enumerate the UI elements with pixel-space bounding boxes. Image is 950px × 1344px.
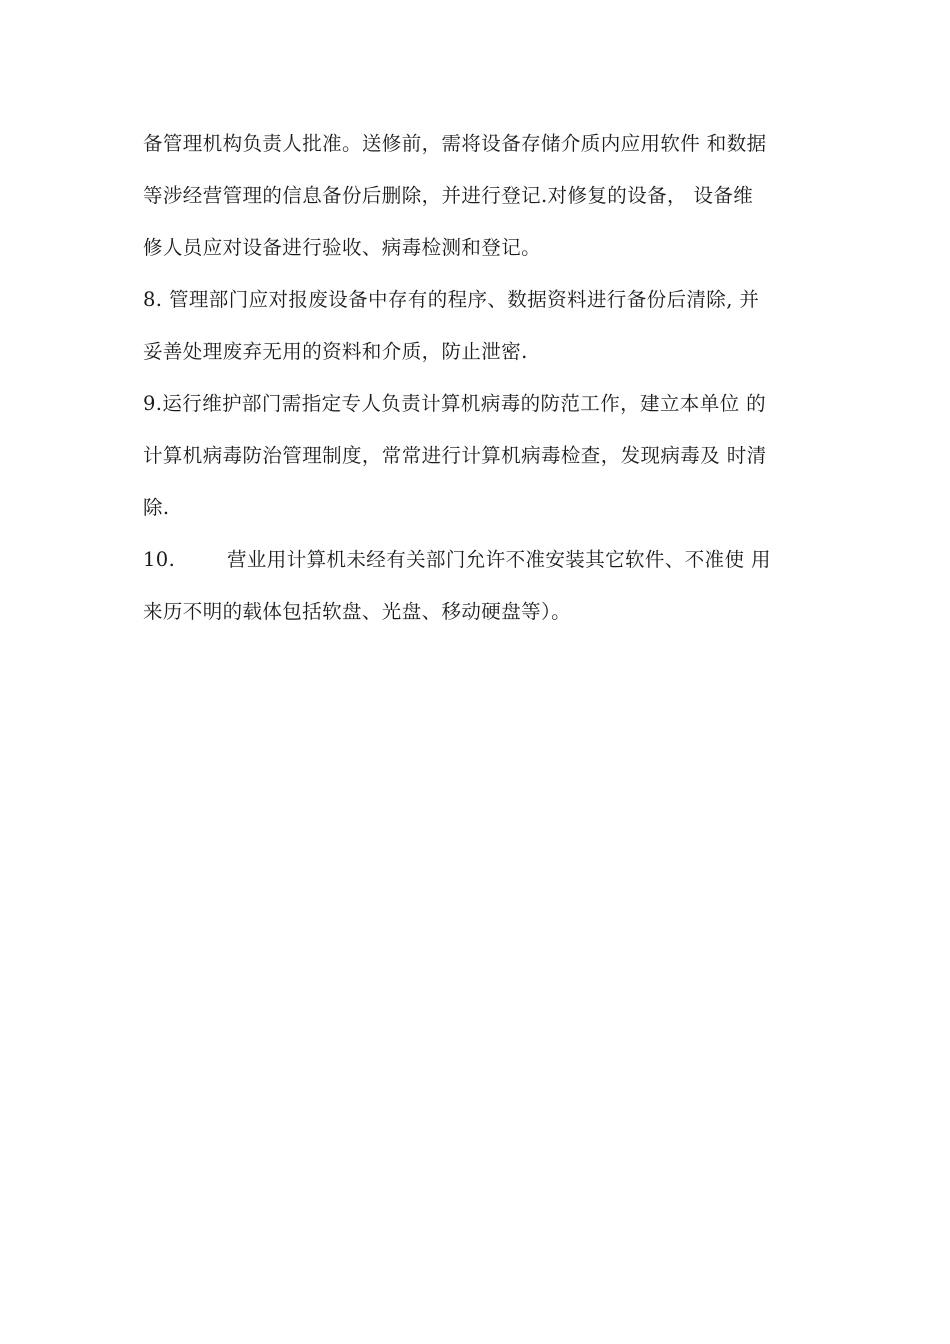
paragraph-line: 等涉经营管理的信息备份后删除，并进行登记.对修复的设备， 设备维 <box>143 184 754 207</box>
paragraph-line: 备管理机构负责人批准。送修前，需将设备存储介质内应用软件 和数据 <box>143 132 767 155</box>
paragraph-line: 来历不明的载体包括软盘、光盘、移动硬盘等）。 <box>143 600 572 623</box>
item-10-number: 10. <box>143 548 176 571</box>
item-10-text: 营业用计算机未经有关部门允许不准安装其它软件、不准使 用 <box>227 548 771 571</box>
item-9-line: 9.运行维护部门需指定专人负责计算机病毒的防范工作，建立本单位 的 <box>143 392 767 415</box>
paragraph-line: 妥善处理废弃无用的资料和介质，防止泄密. <box>143 340 528 363</box>
item-10-line <box>143 540 823 592</box>
paragraph-line: 除. <box>143 496 170 519</box>
document-body <box>143 124 823 644</box>
paragraph-line: 修人员应对设备进行验收、病毒检测和登记。 <box>143 236 542 259</box>
paragraph-line: 计算机病毒防治管理制度，常常进行计算机病毒检查，发现病毒及 时清 <box>143 444 767 467</box>
item-8-line: 8. 管理部门应对报废设备中存有的程序、数据资料进行备份后清除, 并 <box>143 288 760 311</box>
